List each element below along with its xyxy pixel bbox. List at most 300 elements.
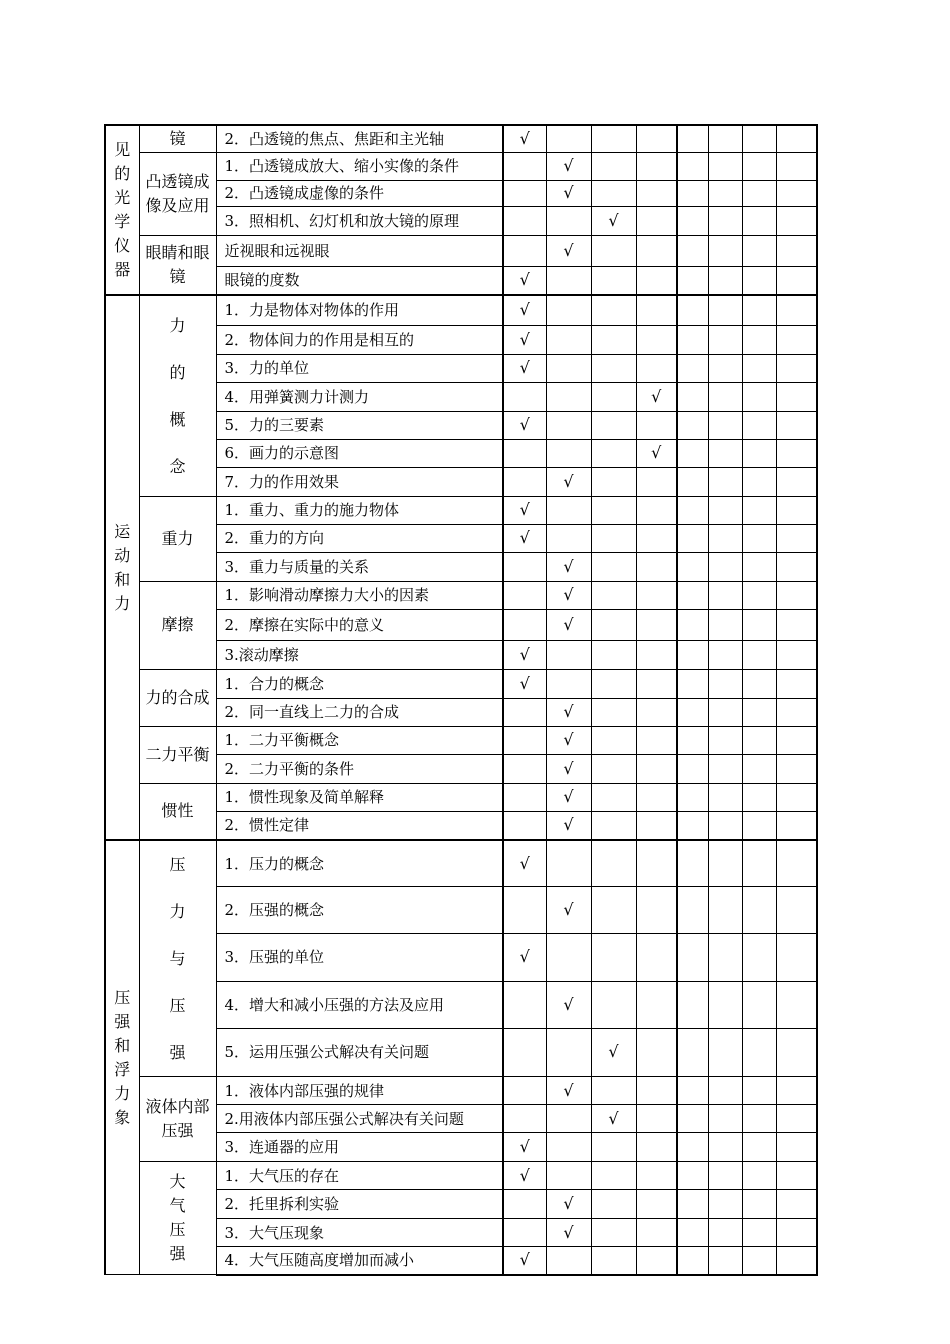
blank-cell — [677, 1162, 708, 1190]
level-4-cell — [636, 180, 677, 206]
level-4-cell — [636, 640, 677, 669]
blank-cell — [776, 754, 817, 783]
level-1-cell — [503, 581, 546, 609]
level-1-cell — [503, 152, 546, 180]
knowledge-point: 3．力的单位 — [216, 354, 503, 382]
subcategory-cell — [139, 235, 216, 295]
level-4-cell — [636, 411, 677, 439]
check-mark: √ — [651, 386, 662, 406]
blank-cell — [677, 726, 708, 754]
subcategory-title: 凸透镜成像及应用 — [145, 171, 210, 215]
level-2-cell — [546, 933, 591, 981]
level-2-cell — [546, 669, 591, 698]
level-3-cell — [591, 295, 636, 325]
table-row — [105, 125, 817, 152]
level-1-cell — [503, 1133, 546, 1162]
blank-cell — [776, 1162, 817, 1190]
check-mark: √ — [519, 329, 530, 349]
knowledge-point: 2．物体间力的作用是相互的 — [216, 325, 503, 354]
check-mark: √ — [519, 1137, 530, 1156]
check-mark: √ — [563, 787, 574, 806]
knowledge-point: 3．连通器的应用 — [216, 1133, 503, 1162]
category-title: 压强和浮力象 — [114, 987, 131, 1127]
level-3-cell — [591, 933, 636, 981]
blank-cell — [708, 783, 742, 811]
check-mark: √ — [563, 556, 574, 576]
check-mark: √ — [519, 947, 530, 967]
blank-cell — [776, 811, 817, 840]
knowledge-point: 2．凸透镜的焦点、焦距和主光轴 — [216, 125, 503, 152]
blank-cell — [708, 125, 742, 152]
level-1-cell — [503, 206, 546, 235]
level-4-cell — [636, 467, 677, 496]
blank-cell — [742, 235, 776, 266]
level-3-cell — [591, 1028, 636, 1076]
level-2-cell — [546, 125, 591, 152]
blank-cell — [677, 467, 708, 496]
check-mark: √ — [519, 270, 530, 290]
blank-cell — [776, 235, 817, 266]
level-1-cell — [503, 295, 546, 325]
table-row — [105, 235, 817, 266]
knowledge-point: 3．照相机、幻灯机和放大镜的原理 — [216, 206, 503, 235]
blank-cell — [742, 581, 776, 609]
level-3-cell — [591, 982, 636, 1029]
level-2-cell — [546, 1028, 591, 1076]
level-2-cell — [546, 180, 591, 206]
level-2-cell — [546, 726, 591, 754]
knowledge-point: 3．大气压现象 — [216, 1219, 503, 1247]
knowledge-point: 5．力的三要素 — [216, 411, 503, 439]
table-row — [105, 840, 817, 887]
level-1-cell — [503, 609, 546, 640]
blank-cell — [708, 887, 742, 934]
blank-cell — [776, 1133, 817, 1162]
blank-cell — [708, 552, 742, 581]
level-2-cell — [546, 1162, 591, 1190]
blank-cell — [708, 266, 742, 295]
level-2-cell — [546, 552, 591, 581]
blank-cell — [776, 581, 817, 609]
level-1-cell — [503, 1077, 546, 1105]
check-mark: √ — [608, 1042, 619, 1062]
blank-cell — [742, 933, 776, 981]
blank-cell — [776, 295, 817, 325]
blank-cell — [776, 125, 817, 152]
level-2-cell — [546, 439, 591, 467]
level-1-cell — [503, 439, 546, 467]
blank-cell — [742, 609, 776, 640]
blank-cell — [708, 669, 742, 698]
check-mark: √ — [563, 815, 574, 835]
knowledge-point: 2.用液体内部压强公式解决有关问题 — [216, 1105, 503, 1133]
blank-cell — [776, 552, 817, 581]
blank-cell — [742, 887, 776, 934]
check-mark: √ — [519, 528, 530, 547]
check-mark: √ — [608, 210, 619, 230]
level-1-cell — [503, 552, 546, 581]
blank-cell — [677, 325, 708, 354]
blank-cell — [708, 982, 742, 1029]
blank-cell — [677, 1105, 708, 1133]
level-4-cell — [636, 1105, 677, 1133]
blank-cell — [742, 496, 776, 524]
check-mark: √ — [563, 1080, 574, 1100]
blank-cell — [708, 382, 742, 411]
subcategory-title: 液体内部压强 — [145, 1097, 210, 1140]
level-3-cell — [591, 235, 636, 266]
level-1-cell — [503, 933, 546, 981]
table-row — [105, 669, 817, 698]
blank-cell — [742, 1162, 776, 1190]
level-3-cell — [591, 325, 636, 354]
blank-cell — [677, 1247, 708, 1275]
blank-cell — [708, 840, 742, 887]
knowledge-point: 2．同一直线上二力的合成 — [216, 698, 503, 726]
level-4-cell — [636, 933, 677, 981]
subcategory-title: 二力平衡 — [145, 744, 210, 764]
check-mark: √ — [563, 585, 574, 604]
blank-cell — [742, 382, 776, 411]
blank-cell — [742, 295, 776, 325]
blank-cell — [776, 1247, 817, 1275]
subcategory-cell — [139, 726, 216, 783]
blank-cell — [677, 783, 708, 811]
blank-cell — [742, 1077, 776, 1105]
table-row — [105, 726, 817, 754]
level-4-cell — [636, 887, 677, 934]
knowledge-point: 眼镜的度数 — [216, 266, 503, 295]
check-mark: √ — [563, 614, 574, 634]
check-mark: √ — [563, 1222, 574, 1242]
blank-cell — [708, 524, 742, 552]
level-4-cell — [636, 609, 677, 640]
blank-cell — [677, 698, 708, 726]
blank-cell — [776, 887, 817, 934]
level-3-cell — [591, 552, 636, 581]
blank-cell — [776, 1077, 817, 1105]
blank-cell — [708, 1028, 742, 1076]
level-2-cell — [546, 496, 591, 524]
knowledge-point: 7．力的作用效果 — [216, 467, 503, 496]
level-4-cell — [636, 354, 677, 382]
table-row — [105, 1077, 817, 1105]
blank-cell — [708, 467, 742, 496]
blank-cell — [708, 235, 742, 266]
level-1-cell — [503, 325, 546, 354]
knowledge-point: 2．摩擦在实际中的意义 — [216, 609, 503, 640]
level-2-cell — [546, 1133, 591, 1162]
level-4-cell — [636, 669, 677, 698]
blank-cell — [708, 640, 742, 669]
knowledge-point: 1．力是物体对物体的作用 — [216, 295, 503, 325]
level-3-cell — [591, 581, 636, 609]
level-4-cell — [636, 1247, 677, 1275]
subcategory-title: 眼睛和眼镜 — [145, 242, 210, 286]
blank-cell — [742, 152, 776, 180]
level-2-cell — [546, 354, 591, 382]
blank-cell — [742, 467, 776, 496]
level-2-cell — [546, 325, 591, 354]
level-2-cell — [546, 840, 591, 887]
blank-cell — [677, 887, 708, 934]
level-3-cell — [591, 811, 636, 840]
blank-cell — [776, 467, 817, 496]
blank-cell — [776, 669, 817, 698]
level-3-cell — [591, 698, 636, 726]
check-mark: √ — [519, 853, 530, 873]
knowledge-point: 5．运用压强公式解决有关问题 — [216, 1028, 503, 1076]
knowledge-point: 6．画力的示意图 — [216, 439, 503, 467]
blank-cell — [708, 206, 742, 235]
check-mark: √ — [651, 443, 662, 462]
subcategory-title: 压力与压强 — [169, 855, 186, 1062]
level-1-cell — [503, 266, 546, 295]
blank-cell — [708, 933, 742, 981]
blank-cell — [742, 266, 776, 295]
blank-cell — [677, 811, 708, 840]
knowledge-point: 1．压力的概念 — [216, 840, 503, 887]
blank-cell — [708, 354, 742, 382]
level-1-cell — [503, 887, 546, 934]
check-mark: √ — [563, 702, 574, 721]
subcategory-title: 重力 — [161, 528, 194, 548]
blank-cell — [677, 1219, 708, 1247]
level-4-cell — [636, 811, 677, 840]
knowledge-point: 2．二力平衡的条件 — [216, 754, 503, 783]
blank-cell — [677, 840, 708, 887]
level-3-cell — [591, 125, 636, 152]
knowledge-point: 1．大气压的存在 — [216, 1162, 503, 1190]
table-row — [105, 295, 817, 325]
level-1-cell — [503, 811, 546, 840]
subcategory-cell — [139, 295, 216, 496]
level-3-cell — [591, 354, 636, 382]
blank-cell — [677, 1190, 708, 1219]
blank-cell — [708, 1105, 742, 1133]
blank-cell — [708, 698, 742, 726]
blank-cell — [776, 411, 817, 439]
blank-cell — [776, 496, 817, 524]
blank-cell — [742, 669, 776, 698]
blank-cell — [776, 439, 817, 467]
check-mark: √ — [563, 994, 574, 1014]
check-mark: √ — [563, 471, 574, 491]
blank-cell — [677, 552, 708, 581]
level-4-cell — [636, 754, 677, 783]
level-1-cell — [503, 1162, 546, 1190]
category-cell — [105, 125, 139, 295]
knowledge-point: 2．惯性定律 — [216, 811, 503, 840]
level-4-cell — [636, 1133, 677, 1162]
blank-cell — [776, 382, 817, 411]
level-3-cell — [591, 180, 636, 206]
blank-cell — [776, 1105, 817, 1133]
subcategory-title: 镜 — [169, 128, 186, 148]
blank-cell — [708, 581, 742, 609]
level-3-cell — [591, 206, 636, 235]
knowledge-point: 3．压强的单位 — [216, 933, 503, 981]
level-1-cell — [503, 496, 546, 524]
blank-cell — [742, 640, 776, 669]
blank-cell — [708, 411, 742, 439]
blank-cell — [742, 1028, 776, 1076]
level-3-cell — [591, 840, 636, 887]
knowledge-point: 1．重力、重力的施力物体 — [216, 496, 503, 524]
check-mark: √ — [519, 673, 530, 693]
level-3-cell — [591, 726, 636, 754]
blank-cell — [708, 295, 742, 325]
subcategory-cell — [139, 152, 216, 235]
blank-cell — [776, 1219, 817, 1247]
subcategory-title: 力的合成 — [145, 687, 210, 707]
blank-cell — [677, 411, 708, 439]
level-4-cell — [636, 295, 677, 325]
check-mark: √ — [563, 183, 574, 202]
level-2-cell — [546, 235, 591, 266]
blank-cell — [742, 411, 776, 439]
level-1-cell — [503, 640, 546, 669]
table-row — [105, 581, 817, 609]
knowledge-point: 1．影响滑动摩擦力大小的因素 — [216, 581, 503, 609]
level-4-cell — [636, 496, 677, 524]
knowledge-point: 1．二力平衡概念 — [216, 726, 503, 754]
level-2-cell — [546, 811, 591, 840]
blank-cell — [708, 754, 742, 783]
blank-cell — [677, 235, 708, 266]
blank-cell — [677, 125, 708, 152]
blank-cell — [776, 180, 817, 206]
blank-cell — [708, 180, 742, 206]
level-4-cell — [636, 382, 677, 411]
blank-cell — [776, 982, 817, 1029]
subcategory-title: 大气压强 — [169, 1172, 186, 1263]
knowledge-point: 3.滚动摩擦 — [216, 640, 503, 669]
level-4-cell — [636, 726, 677, 754]
blank-cell — [677, 609, 708, 640]
check-mark: √ — [519, 1250, 530, 1270]
category-title: 见的光学仪器 — [114, 140, 131, 279]
level-2-cell — [546, 887, 591, 934]
knowledge-point: 2．凸透镜成虚像的条件 — [216, 180, 503, 206]
level-3-cell — [591, 1077, 636, 1105]
knowledge-point: 2．压强的概念 — [216, 887, 503, 934]
level-1-cell — [503, 1028, 546, 1076]
level-3-cell — [591, 1247, 636, 1275]
level-1-cell — [503, 754, 546, 783]
blank-cell — [677, 1028, 708, 1076]
check-mark: √ — [519, 644, 530, 664]
check-mark: √ — [563, 899, 574, 919]
blank-cell — [708, 609, 742, 640]
level-3-cell — [591, 382, 636, 411]
blank-cell — [776, 698, 817, 726]
blank-cell — [677, 933, 708, 981]
blank-cell — [677, 754, 708, 783]
blank-cell — [742, 982, 776, 1029]
level-1-cell — [503, 669, 546, 698]
blank-cell — [776, 933, 817, 981]
blank-cell — [742, 354, 776, 382]
check-mark: √ — [519, 300, 530, 320]
category-title: 运动和力 — [114, 521, 131, 613]
blank-cell — [677, 496, 708, 524]
level-3-cell — [591, 669, 636, 698]
level-3-cell — [591, 1190, 636, 1219]
level-2-cell — [546, 1077, 591, 1105]
check-mark: √ — [519, 128, 530, 148]
category-cell — [105, 840, 139, 1275]
blank-cell — [742, 125, 776, 152]
blank-cell — [708, 439, 742, 467]
level-3-cell — [591, 783, 636, 811]
blank-cell — [677, 581, 708, 609]
level-4-cell — [636, 1077, 677, 1105]
level-3-cell — [591, 467, 636, 496]
level-1-cell — [503, 698, 546, 726]
blank-cell — [708, 1162, 742, 1190]
level-1-cell — [503, 382, 546, 411]
level-1-cell — [503, 1247, 546, 1275]
blank-cell — [677, 152, 708, 180]
level-4-cell — [636, 581, 677, 609]
level-2-cell — [546, 524, 591, 552]
level-1-cell — [503, 726, 546, 754]
table-row — [105, 783, 817, 811]
blank-cell — [708, 1077, 742, 1105]
table-row — [105, 1162, 817, 1190]
blank-cell — [776, 354, 817, 382]
level-2-cell — [546, 295, 591, 325]
level-4-cell — [636, 1219, 677, 1247]
blank-cell — [677, 180, 708, 206]
level-3-cell — [591, 496, 636, 524]
level-1-cell — [503, 125, 546, 152]
level-2-cell — [546, 1247, 591, 1275]
blank-cell — [677, 669, 708, 698]
blank-cell — [742, 180, 776, 206]
blank-cell — [677, 982, 708, 1029]
level-3-cell — [591, 1133, 636, 1162]
level-2-cell — [546, 1190, 591, 1219]
blank-cell — [742, 754, 776, 783]
subcategory-cell — [139, 840, 216, 1077]
subcategory-cell — [139, 1162, 216, 1275]
level-4-cell — [636, 524, 677, 552]
level-1-cell — [503, 467, 546, 496]
blank-cell — [742, 439, 776, 467]
blank-cell — [708, 496, 742, 524]
level-3-cell — [591, 1105, 636, 1133]
blank-cell — [776, 726, 817, 754]
blank-cell — [776, 152, 817, 180]
level-4-cell — [636, 552, 677, 581]
check-mark: √ — [519, 1165, 530, 1185]
level-4-cell — [636, 840, 677, 887]
level-4-cell — [636, 206, 677, 235]
level-1-cell — [503, 524, 546, 552]
blank-cell — [677, 354, 708, 382]
level-2-cell — [546, 382, 591, 411]
subcategory-title: 摩擦 — [161, 615, 194, 634]
subcategory-cell — [139, 581, 216, 669]
level-3-cell — [591, 439, 636, 467]
knowledge-point: 4．用弹簧测力计测力 — [216, 382, 503, 411]
level-3-cell — [591, 411, 636, 439]
level-3-cell — [591, 609, 636, 640]
blank-cell — [677, 1133, 708, 1162]
level-1-cell — [503, 1105, 546, 1133]
